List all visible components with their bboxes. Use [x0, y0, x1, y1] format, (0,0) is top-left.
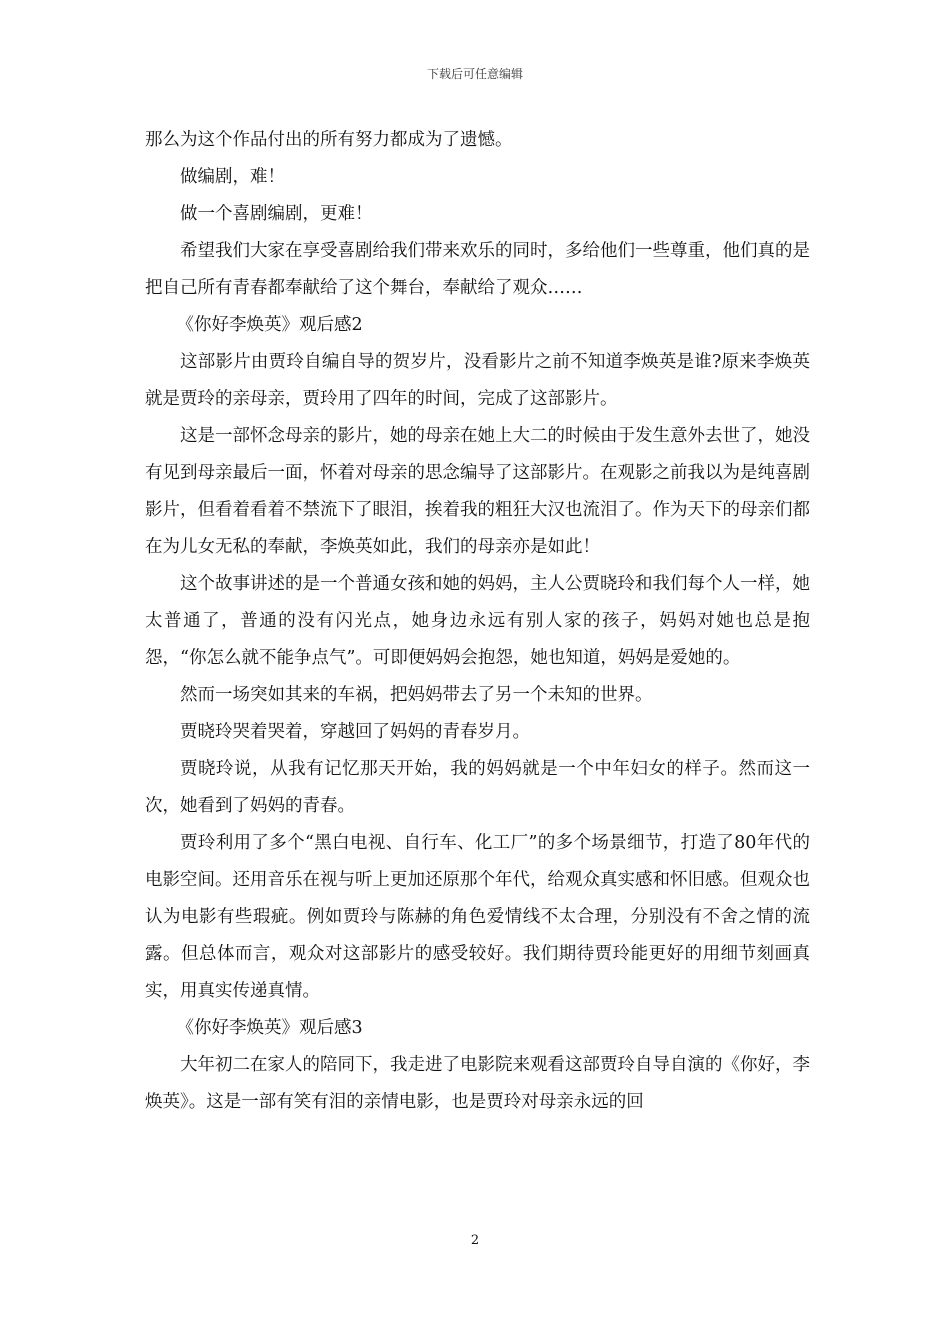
- paragraph: 然而一场突如其来的车祸，把妈妈带去了另一个未知的世界。: [180, 685, 653, 705]
- paragraph: 贾晓玲说，从我有记忆那天开始，我的妈妈就是一个中年妇女的样子。然而这一次，她看到了妈妈的青春。: [145, 759, 810, 816]
- paragraph: 贾玲利用了多个“黑白电视、自行车、化工厂”的多个场景细节，打造了80年代的电影空间。还用音乐在视与听上更加还原那个年代，给观众真实感和怀旧感。但观众也认为电影有些瑕疵。例如贾玲与陈赫的角色爱情线不太合理，分别没有不舍之情的流露。但总体而言，观众对这部影片的感受较好。我们期待贾玲能更好的用细节刻画真实，用真实传递真情。: [145, 833, 810, 1001]
- page-header: 下载后可任意编辑: [426, 67, 523, 81]
- paragraph: 做一个喜剧编剧，更难！: [180, 204, 373, 224]
- section-heading: 《你好李焕英》观后感2: [176, 315, 363, 335]
- paragraph: 大年初二在家人的陪同下，我走进了电影院来观看这部贾玲自导自演的《你好，李焕英》。这是一部有笑有泪的亲情电影，也是贾玲对母亲永远的回: [145, 1055, 810, 1112]
- document-body: [145, 122, 810, 1121]
- paragraph: 这个故事讲述的是一个普通女孩和她的妈妈，主人公贾晓玲和我们每个人一样，她太普通了，普通的没有闪光点，她身边永远有别人家的孩子，妈妈对她也总是抱怨，“你怎么就不能争点气”。可即便妈妈会抱怨，她也知道，妈妈是爱她的。: [145, 574, 810, 668]
- paragraph: 做编剧，难！: [180, 167, 285, 187]
- paragraph: 贾晓玲哭着哭着，穿越回了妈妈的青春岁月。: [180, 722, 530, 742]
- section-heading: 《你好李焕英》观后感3: [176, 1018, 363, 1038]
- paragraph: 这是一部怀念母亲的影片，她的母亲在她上大二的时候由于发生意外去世了，她没有见到母亲最后一面，怀着对母亲的思念编导了这部影片。在观影之前我以为是纯喜剧影片，但看着看着不禁流下了眼泪，挨着我的粗狂大汉也流泪了。作为天下的母亲们都在为儿女无私的奉献，李焕英如此，我们的母亲亦是如此！: [145, 426, 810, 557]
- paragraph: 那么为这个作品付出的所有努力都成为了遗憾。: [145, 130, 513, 150]
- paragraph: 希望我们大家在享受喜剧给我们带来欢乐的同时，多给他们一些尊重，他们真的是把自己所有青春都奉献给了这个舞台，奉献给了观众……: [145, 241, 810, 298]
- paragraph: 这部影片由贾玲自编自导的贺岁片，没看影片之前不知道李焕英是谁?原来李焕英就是贾玲的亲母亲，贾玲用了四年的时间，完成了这部影片。: [145, 352, 810, 409]
- page-number: 2: [470, 1233, 480, 1248]
